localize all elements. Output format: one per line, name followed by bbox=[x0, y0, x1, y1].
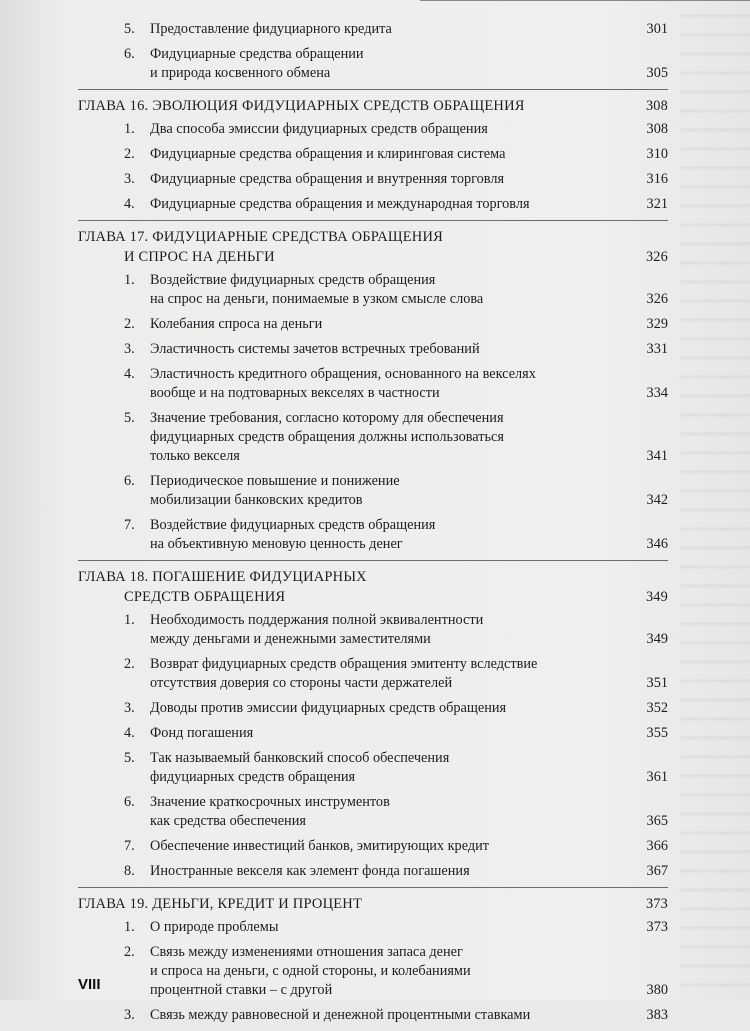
entry-number: 1. bbox=[124, 272, 135, 288]
toc-entry bbox=[78, 862, 668, 881]
entry-page-number: 365 bbox=[646, 813, 668, 829]
entry-title-line: Связь между равновесной и денежной процентными ставками bbox=[150, 1007, 531, 1023]
toc-entry bbox=[78, 170, 668, 189]
entry-number: 2. bbox=[124, 146, 135, 162]
toc-entry bbox=[78, 655, 668, 693]
entry-title-line: как средства обеспечения bbox=[150, 813, 306, 829]
entry-title-line: О природе проблемы bbox=[150, 919, 279, 935]
entry-page-number: 331 bbox=[646, 341, 668, 357]
entry-number: 7. bbox=[124, 838, 135, 854]
entry-page-number: 352 bbox=[646, 700, 668, 716]
entry-title-line: отсутствия доверия со стороны части держателей bbox=[150, 675, 453, 691]
chapter-heading bbox=[78, 227, 668, 267]
entry-title-line: фидуциарных средств обращения должны использоваться bbox=[150, 429, 504, 445]
entry-number: 3. bbox=[124, 341, 135, 357]
entry-title-line: Периодическое повышение и понижение bbox=[150, 473, 400, 489]
entry-number: 3. bbox=[124, 171, 135, 187]
toc-entry bbox=[78, 409, 668, 466]
entry-number: 7. bbox=[124, 517, 135, 533]
chapter-block bbox=[78, 887, 668, 1025]
chapter-title-line: ГЛАВА 17. ФИДУЦИАРНЫЕ СРЕДСТВА ОБРАЩЕНИЯ bbox=[78, 229, 443, 245]
entry-title-line: Фидуциарные средства обращения и международная торговля bbox=[150, 196, 530, 212]
toc-entry bbox=[78, 472, 668, 510]
entry-page-number: 342 bbox=[646, 492, 668, 508]
entry-number: 1. bbox=[124, 121, 135, 137]
entry-title-line: Фидуциарные средства обращения и внутренняя торговля bbox=[150, 171, 505, 187]
entry-title-line: Иностранные векселя как элемент фонда погашения bbox=[150, 863, 470, 879]
entry-page-number: 373 bbox=[646, 919, 668, 935]
chapter-page-number: 308 bbox=[645, 98, 668, 114]
toc-entry bbox=[78, 20, 668, 39]
entry-title-line: Значение требования, согласно которому для обеспечения bbox=[150, 410, 504, 426]
entry-page-number: 346 bbox=[646, 536, 668, 552]
chapter-heading bbox=[78, 567, 668, 607]
table-of-contents bbox=[78, 16, 668, 1031]
entry-title-line: мобилизации банковских кредитов bbox=[150, 492, 363, 508]
chapter-title-line: СРЕДСТВ ОБРАЩЕНИЯ bbox=[124, 589, 286, 605]
entry-number: 6. bbox=[124, 46, 135, 62]
entry-title-line: Необходимость поддержания полной эквивалентности bbox=[150, 612, 484, 628]
entry-page-number: 321 bbox=[646, 196, 668, 212]
entry-title-line: и спроса на деньги, с одной стороны, и колебаниями bbox=[150, 963, 471, 979]
entry-page-number: 305 bbox=[646, 65, 668, 81]
entry-page-number: 329 bbox=[646, 316, 668, 332]
toc-entry bbox=[78, 516, 668, 554]
entry-number: 3. bbox=[124, 700, 135, 716]
entry-page-number: 310 bbox=[646, 146, 668, 162]
entry-title-line: Два способа эмиссии фидуциарных средств обращения bbox=[150, 121, 488, 137]
bleed-through-shadow bbox=[680, 0, 750, 1000]
entry-page-number: 326 bbox=[646, 291, 668, 307]
entry-title-line: Фидуциарные средства обращении bbox=[150, 46, 364, 62]
entry-title-line: Эластичность кредитного обращения, основанного на векселях bbox=[150, 366, 536, 382]
entry-number: 4. bbox=[124, 196, 135, 212]
chapter-block bbox=[78, 89, 668, 214]
entry-number: 1. bbox=[124, 919, 135, 935]
entry-title-line: Предоставление фидуциарного кредита bbox=[150, 21, 392, 37]
entry-page-number: 341 bbox=[646, 448, 668, 464]
entry-page-number: 334 bbox=[646, 385, 668, 401]
entry-title-line: Обеспечение инвестиций банков, эмитирующих кредит bbox=[150, 838, 490, 854]
entry-title-line: между деньгами и денежными заместителями bbox=[150, 631, 431, 647]
entry-number: 5. bbox=[124, 21, 135, 37]
entry-page-number: 349 bbox=[646, 631, 668, 647]
entry-number: 2. bbox=[124, 656, 135, 672]
toc-entry bbox=[78, 837, 668, 856]
toc-entry bbox=[78, 793, 668, 831]
entry-page-number: 367 bbox=[646, 863, 668, 879]
entry-title-line: Значение краткосрочных инструментов bbox=[150, 794, 390, 810]
entry-number: 8. bbox=[124, 863, 135, 879]
chapter-title-line: ГЛАВА 19. ДЕНЬГИ, КРЕДИТ И ПРОЦЕНТ bbox=[78, 896, 363, 912]
entry-number: 1. bbox=[124, 612, 135, 628]
entry-title-line: Воздействие фидуциарных средств обращения bbox=[150, 517, 436, 533]
chapter-block bbox=[78, 560, 668, 881]
entry-title-line: Эластичность системы зачетов встречных требований bbox=[150, 341, 480, 357]
entry-page-number: 355 bbox=[646, 725, 668, 741]
toc-entry bbox=[78, 120, 668, 139]
entry-number: 6. bbox=[124, 794, 135, 810]
entry-page-number: 308 bbox=[646, 121, 668, 137]
entry-title-line: Колебания спроса на деньги bbox=[150, 316, 323, 332]
toc-entry bbox=[78, 340, 668, 359]
entry-title-line: фидуциарных средств обращения bbox=[150, 769, 356, 785]
toc-entry bbox=[78, 918, 668, 937]
chapter-block bbox=[78, 220, 668, 554]
entry-page-number: 383 bbox=[646, 1007, 668, 1023]
entry-number: 6. bbox=[124, 473, 135, 489]
entry-number: 4. bbox=[124, 366, 135, 382]
entry-number: 4. bbox=[124, 725, 135, 741]
toc-entry bbox=[78, 195, 668, 214]
toc-entry bbox=[78, 45, 668, 83]
entry-number: 2. bbox=[124, 316, 135, 332]
entry-number: 2. bbox=[124, 944, 135, 960]
entry-title-line: вообще и на подтоварных векселях в частности bbox=[150, 385, 440, 401]
toc-entry bbox=[78, 724, 668, 743]
toc-entry bbox=[78, 271, 668, 309]
entry-title-line: Фидуциарные средства обращения и клиринговая система bbox=[150, 146, 506, 162]
entry-title-line: Доводы против эмиссии фидуциарных средств обращения bbox=[150, 700, 507, 716]
entry-title-line: процентной ставки – с другой bbox=[150, 982, 333, 998]
chapter-heading bbox=[78, 894, 668, 914]
toc-entry bbox=[78, 1006, 668, 1025]
toc-entry bbox=[78, 943, 668, 1000]
entry-number: 5. bbox=[124, 410, 135, 426]
toc-entry bbox=[78, 315, 668, 334]
entry-page-number: 366 bbox=[646, 838, 668, 854]
entry-page-number: 301 bbox=[646, 21, 668, 37]
chapter-page-number: 349 bbox=[645, 589, 668, 605]
chapter-page-number: 373 bbox=[645, 896, 668, 912]
chapter-heading bbox=[78, 96, 668, 116]
entry-title-line: Так называемый банковский способ обеспечения bbox=[150, 750, 450, 766]
chapter-block bbox=[78, 20, 668, 83]
entry-number: 3. bbox=[124, 1007, 135, 1023]
entry-page-number: 351 bbox=[646, 675, 668, 691]
chapter-title-line: ГЛАВА 18. ПОГАШЕНИЕ ФИДУЦИАРНЫХ bbox=[78, 569, 367, 585]
toc-entry bbox=[78, 365, 668, 403]
toc-entry bbox=[78, 145, 668, 164]
chapter-title-line: ГЛАВА 16. ЭВОЛЮЦИЯ ФИДУЦИАРНЫХ СРЕДСТВ ОБРАЩЕНИЯ bbox=[78, 98, 525, 114]
entry-title-line: только векселя bbox=[150, 448, 240, 464]
toc-entry bbox=[78, 699, 668, 718]
toc-entry bbox=[78, 749, 668, 787]
entry-title-line: и природа косвенного обмена bbox=[150, 65, 331, 81]
entry-title-line: Воздействие фидуциарных средств обращения bbox=[150, 272, 436, 288]
entry-title-line: Связь между изменениями отношения запаса денег bbox=[150, 944, 463, 960]
entry-title-line: на спрос на деньги, понимаемые в узком смысле слова bbox=[150, 291, 484, 307]
chapter-page-number: 326 bbox=[645, 249, 668, 265]
entry-title-line: на объективную меновую ценность денег bbox=[150, 536, 403, 552]
toc-entry bbox=[78, 611, 668, 649]
entry-page-number: 316 bbox=[646, 171, 668, 187]
entry-number: 5. bbox=[124, 750, 135, 766]
page-number: VIII bbox=[78, 976, 101, 993]
chapter-title-line: И СПРОС НА ДЕНЬГИ bbox=[124, 249, 275, 265]
entry-page-number: 380 bbox=[646, 982, 668, 998]
entry-page-number: 361 bbox=[646, 769, 668, 785]
entry-title-line: Фонд погашения bbox=[150, 725, 254, 741]
entry-title-line: Возврат фидуциарных средств обращения эмитенту вследствие bbox=[150, 656, 538, 672]
